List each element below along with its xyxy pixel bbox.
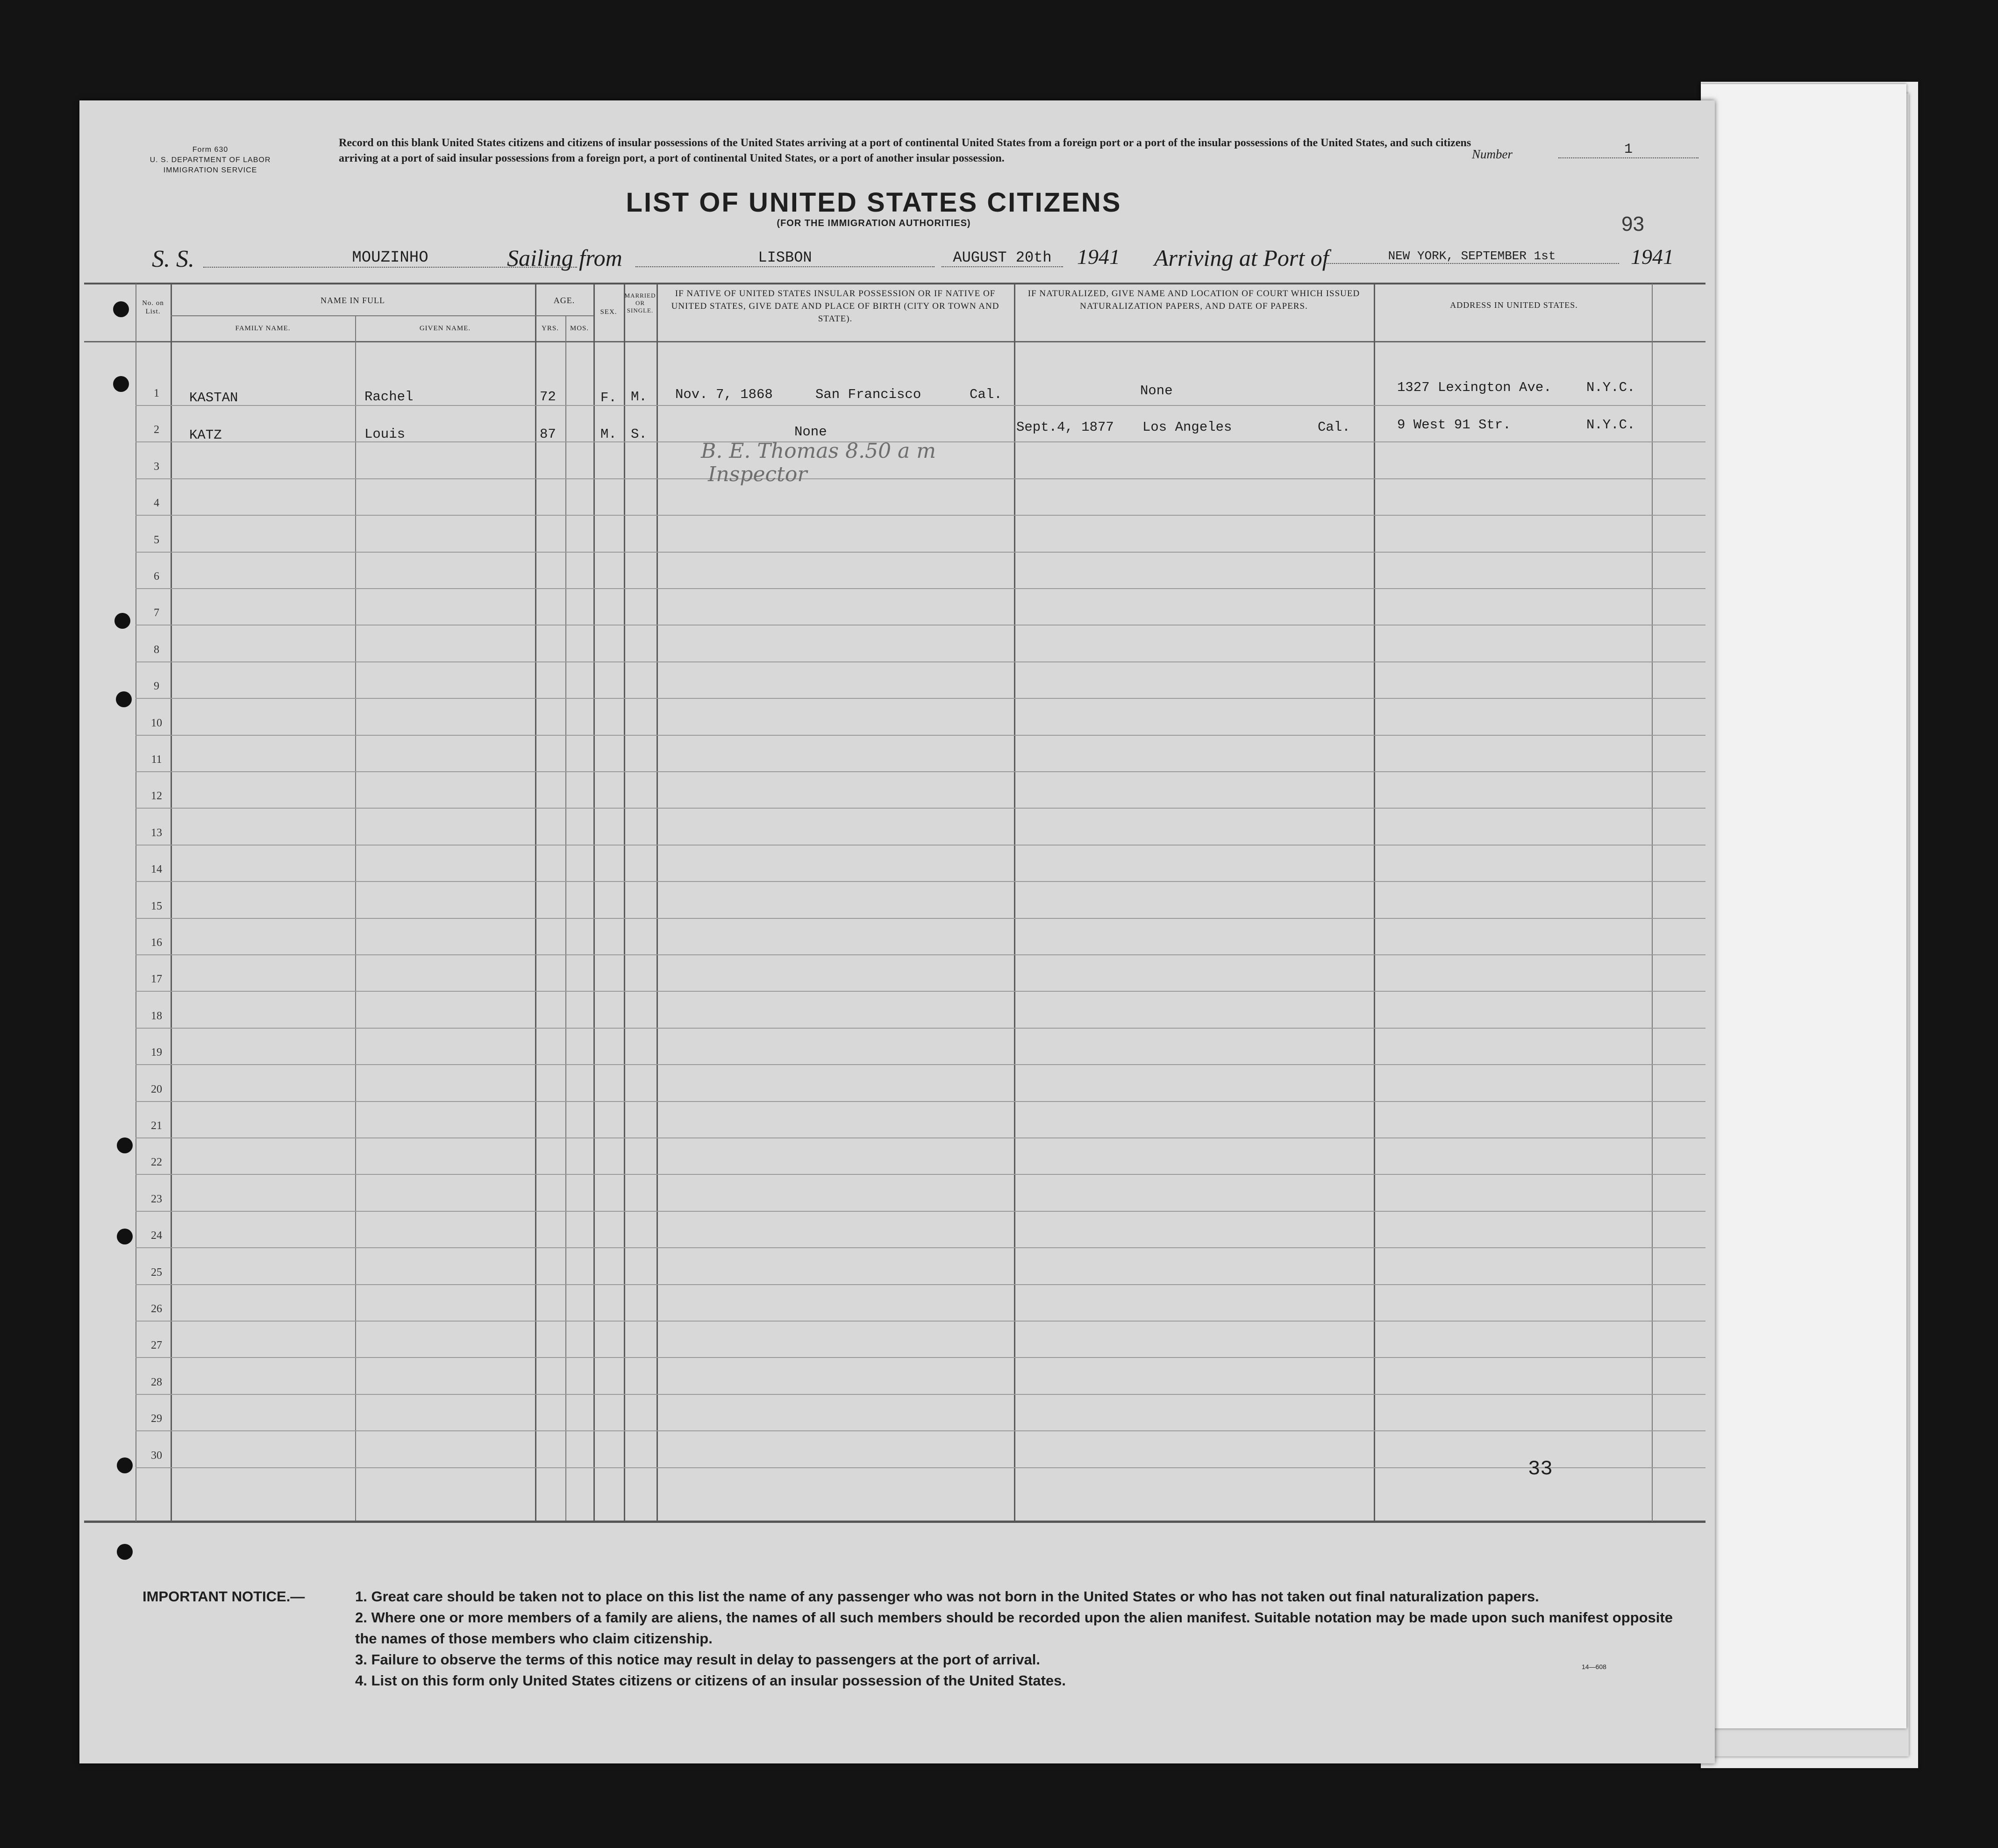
row-number: 13 (151, 826, 162, 839)
row-number: 25 (151, 1266, 162, 1279)
row-rule (136, 1467, 1705, 1468)
col-line (656, 284, 658, 1521)
service: IMMIGRATION SERVICE (163, 166, 257, 174)
row1-birth-state: Cal. (970, 387, 1002, 402)
row-rule (136, 845, 1705, 846)
row1-marital: M. (631, 389, 647, 405)
punch-hole (116, 691, 132, 707)
paper-stack-front (1701, 84, 1906, 1728)
row2-nat-city: Los Angeles (1142, 419, 1232, 435)
row-number: 5 (154, 533, 159, 546)
row-number: 20 (151, 1083, 162, 1095)
row-number: 14 (151, 863, 162, 876)
header-yrs: YRS. (542, 325, 559, 332)
page-title: LIST OF UNITED STATES CITIZENS (626, 187, 1122, 218)
row-rule (136, 1394, 1705, 1395)
row-number: 23 (151, 1193, 162, 1205)
row1-family: KASTAN (189, 390, 238, 405)
ss-label: S. S. (152, 246, 194, 272)
row-number: 11 (151, 753, 162, 766)
row-rule (136, 698, 1705, 699)
row-number: 21 (151, 1120, 162, 1132)
row-rule (136, 954, 1705, 955)
form-info (107, 145, 313, 176)
row2-nat-date: Sept.4, 1877 (1016, 419, 1114, 435)
row-number: 9 (154, 680, 159, 693)
notice-line-1 (143, 1586, 1684, 1607)
row-number: 6 (154, 570, 159, 583)
table-bottom-rule (84, 1521, 1705, 1523)
col-line (1374, 284, 1375, 1521)
row-rule (136, 735, 1705, 736)
row-rule (136, 588, 1705, 589)
col-line (1014, 284, 1015, 1521)
number-label: Number (1472, 147, 1513, 161)
row-rule (136, 1137, 1705, 1138)
row-number: 22 (151, 1156, 162, 1169)
row-number: 19 (151, 1046, 162, 1059)
notice-item-4: 4. List on this form only United States citizens or citizens of an insular possession of the United States. (355, 1672, 1066, 1689)
row-rule (136, 1357, 1705, 1358)
row1-address: 1327 Lexington Ave. (1397, 380, 1552, 395)
row-rule (136, 515, 1705, 516)
row1-birth-city: San Francisco (815, 387, 921, 402)
manifest-page (79, 100, 1715, 1763)
col-line (535, 284, 536, 1521)
row-number: 17 (151, 973, 162, 986)
row2-address: 9 West 91 Str. (1397, 417, 1511, 433)
passenger-total: 33 (1528, 1457, 1553, 1481)
punch-hole (117, 1229, 133, 1244)
col-line (1652, 284, 1653, 1521)
sailing-from-label: Sailing from (507, 245, 622, 271)
header-birth: IF NATIVE OF UNITED STATES INSULAR POSSESSION OR IF NATIVE OF UNITED STATES, GIVE DATE AND PLACE OF BIRTH (CITY OR TOWN AND STATE). (671, 289, 999, 324)
row-rule (136, 1247, 1705, 1248)
row-number: 29 (151, 1413, 162, 1425)
row-rule (136, 808, 1705, 809)
header-address: ADDRESS IN UNITED STATES. (1450, 300, 1578, 310)
row1-sex: F. (600, 390, 617, 405)
row-number: 18 (151, 1009, 162, 1022)
punch-hole (113, 301, 129, 317)
row1-address-city: N.Y.C. (1586, 380, 1635, 395)
header-name-in-full: NAME IN FULL (321, 296, 385, 305)
form-code: 14—608 (1582, 1663, 1606, 1670)
row-rule (136, 1211, 1705, 1212)
header-no: No. on List. (142, 299, 164, 315)
notice-lead: IMPORTANT NOTICE.— (143, 1588, 305, 1605)
notice-item-1: 1. Great care should be taken not to place on this list the name of any passenger who was not born in the United States or who has not taken out final naturalization papers. (355, 1588, 1539, 1605)
row2-family: KATZ (189, 427, 222, 443)
row-number: 16 (151, 937, 162, 949)
row-rule (136, 552, 1705, 553)
row2-birth-date: None (794, 424, 827, 440)
punch-hole (117, 1137, 133, 1153)
punch-hole (117, 1457, 133, 1473)
row1-given: Rachel (364, 389, 414, 405)
header-naturalized: IF NATURALIZED, GIVE NAME AND LOCATION OF COURT WHICH ISSUED NATURALIZATION PAPERS, AND DATE OF PAPERS. (1028, 289, 1360, 311)
arriving-label: Arriving at Port of (1154, 245, 1329, 271)
row2-marital: S. (631, 426, 647, 442)
row1-yrs: 72 (540, 389, 556, 405)
row-number: 2 (154, 424, 159, 436)
row-rule (136, 478, 1705, 479)
important-notice (143, 1586, 1684, 1691)
header-family-name: FAMILY NAME. (235, 325, 291, 332)
row-number: 28 (151, 1376, 162, 1388)
row-number: 12 (151, 790, 162, 803)
arrival-year: 1941 (1631, 245, 1674, 269)
row-rule (136, 661, 1705, 662)
row-number: 26 (151, 1303, 162, 1315)
header-mos: MOS. (570, 325, 589, 332)
page-number: 93 (1621, 213, 1644, 235)
age-subheader-rule (535, 315, 593, 316)
punch-hole (114, 613, 130, 629)
row-rule (136, 1174, 1705, 1175)
row-number: 3 (154, 460, 159, 473)
row2-yrs: 87 (540, 426, 556, 442)
name-header-rule (171, 315, 535, 316)
row-rule (136, 991, 1705, 992)
row-rule (136, 1430, 1705, 1431)
arrival-port: NEW YORK, SEPTEMBER 1st (1325, 249, 1619, 264)
row-rule (136, 881, 1705, 882)
sailing-year: 1941 (1077, 245, 1120, 269)
notice-item-2: 2. Where one or more members of a family are aliens, the names of all such members should be recorded upon the alien manifest. Suitable notation may be made upon such manifest opposite the names of those members who claim citizenship. (355, 1609, 1673, 1647)
header-age: AGE. (553, 296, 575, 305)
row-number: 1 (154, 387, 159, 399)
row-number: 10 (151, 717, 162, 729)
inspector-title: Inspector (708, 462, 807, 486)
table-header-rule (84, 341, 1705, 342)
row-number: 8 (154, 643, 159, 656)
row-number: 30 (151, 1449, 162, 1462)
row-rule (136, 918, 1705, 919)
number-value: 1 (1558, 142, 1698, 158)
row-rule (136, 405, 1705, 406)
notice-item-3: 3. Failure to observe the terms of this notice may result in delay to passengers at the port of arrival. (355, 1651, 1041, 1668)
page-subtitle: (FOR THE IMMIGRATION AUTHORITIES) (777, 218, 971, 228)
table-top-rule (84, 283, 1705, 284)
header-given-name: GIVEN NAME. (419, 325, 471, 332)
col-line (624, 284, 625, 1521)
inspector-signature: B. E. Thomas 8.50 a m (701, 439, 936, 463)
header-married: MARRIED OR SINGLE. (624, 292, 656, 314)
punch-hole (113, 376, 129, 392)
row-number: 7 (154, 607, 159, 619)
row-number: 24 (151, 1230, 162, 1242)
row-number: 4 (154, 497, 159, 510)
row-rule (136, 1064, 1705, 1065)
ship-name: MOUZINHO (203, 249, 577, 268)
form-number: Form 630 (192, 146, 228, 154)
row1-birth-date: Nov. 7, 1868 (675, 387, 773, 402)
instructions-text: Record on this blank United States citizens and citizens of insular possessions of the United States arriving at a port of continental United States from a foreign port or a port of the insular possessions of the United States, and such citizens arriving at a port of said insular possessions from a foreign port, a port of continental United States, or a port of another insular possession. (339, 137, 1471, 164)
department: U. S. DEPARTMENT OF LABOR (150, 156, 271, 164)
row-rule (136, 1028, 1705, 1029)
row-number: 15 (151, 900, 162, 912)
row-rule (136, 1284, 1705, 1285)
row-number: 27 (151, 1339, 162, 1352)
row2-given: Louis (364, 426, 406, 442)
header-sex: SEX. (600, 308, 617, 316)
row1-naturalized: None (1140, 383, 1173, 398)
row-rule (136, 1321, 1705, 1322)
col-line (593, 284, 595, 1521)
row2-sex: M. (600, 426, 617, 442)
sailing-date: AUGUST 20th (942, 249, 1063, 267)
row-rule (136, 1101, 1705, 1102)
sailing-port: LISBON (635, 249, 935, 267)
row-rule (136, 771, 1705, 772)
punch-hole (117, 1544, 133, 1560)
row2-nat-state: Cal. (1318, 419, 1350, 435)
row2-address-city: N.Y.C. (1586, 417, 1635, 433)
